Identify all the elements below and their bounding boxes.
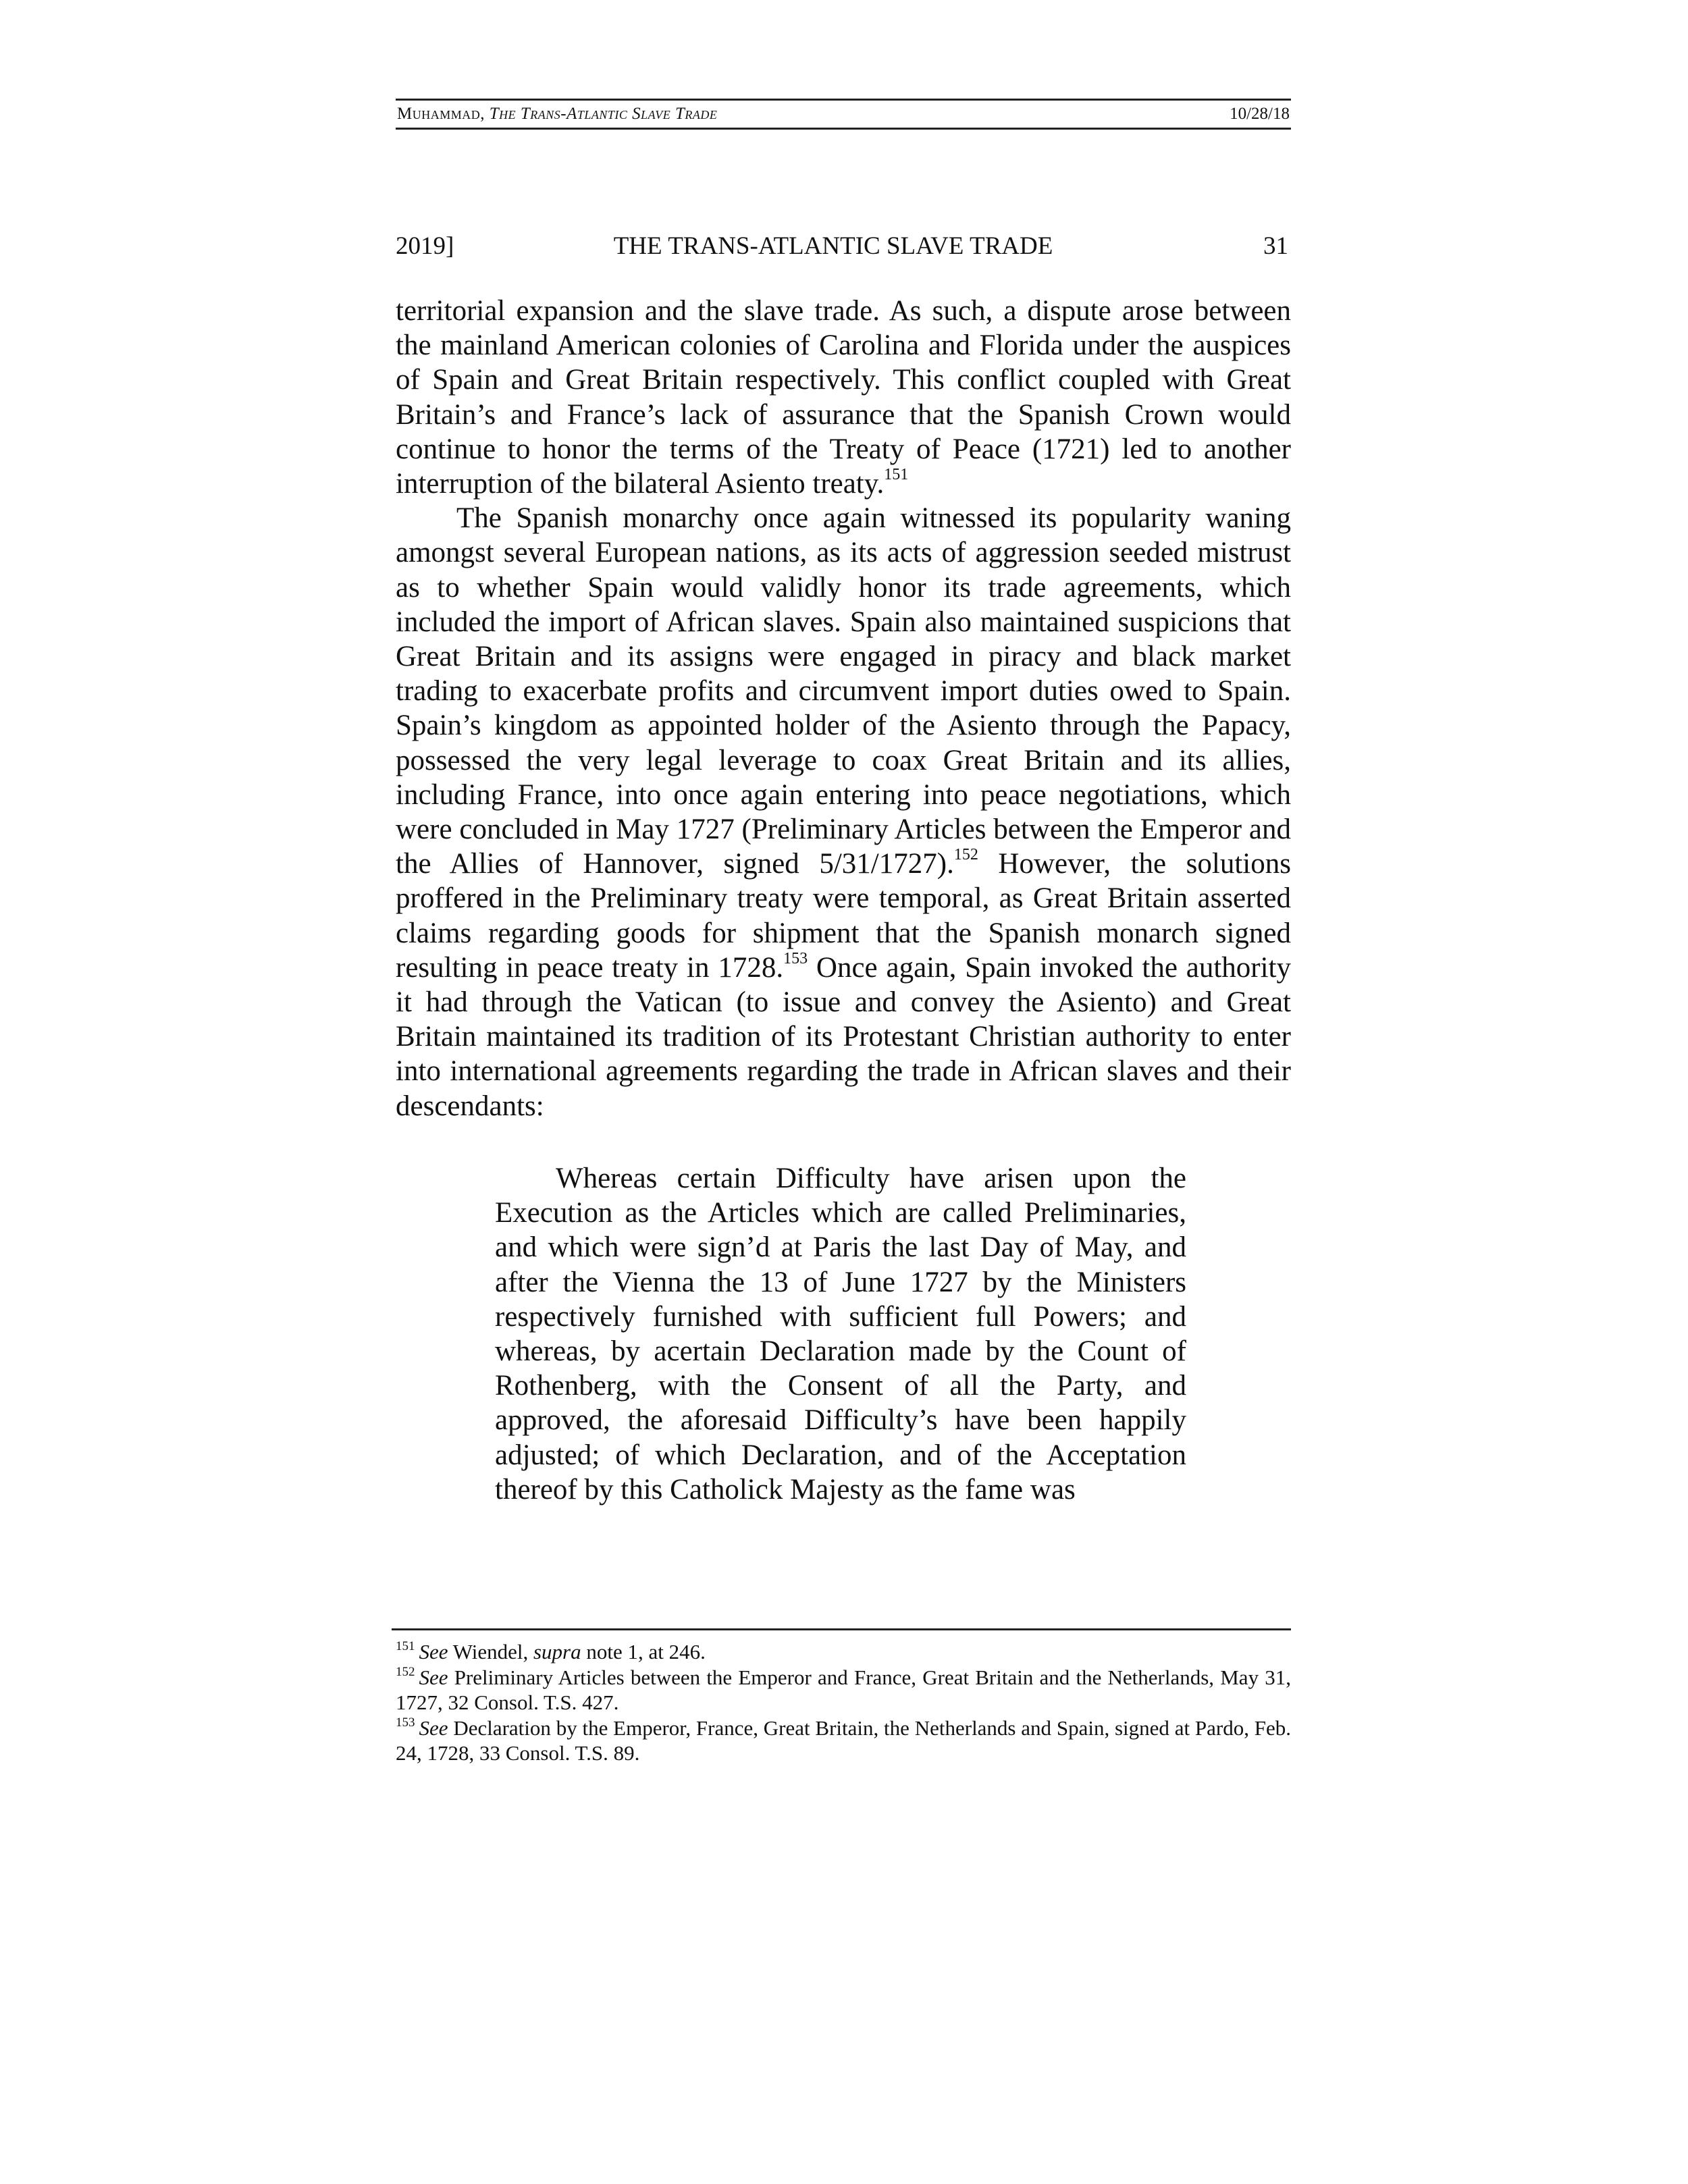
running-header-journal-title: The Trans-Atlantic Slave Trade [489, 105, 718, 123]
footnote-text: Declaration by the Emperor, France, Great Britain, the Netherlands and Spain, signed at Pardo, Feb. 24, 1728, 33 Consol. T.S. 89. [396, 1715, 1291, 1765]
footnote-153 [396, 1715, 1291, 1766]
running-header-date: 10/28/18 [1230, 105, 1290, 123]
footnote-text-end: note 1, at 246. [581, 1640, 706, 1663]
running-header [396, 99, 1291, 130]
footnote-ref-151[interactable]: 151 [884, 466, 909, 484]
page-number: 31 [1263, 232, 1288, 260]
footnote-text: Preliminary Articles between the Emperor and France, Great Britain and the Netherlands, May 31, 1727, 32 Consol. T.S. 427. [396, 1665, 1291, 1714]
running-header-left [397, 101, 717, 128]
footnote-number: 152 [396, 1664, 415, 1679]
footnote-signal: See [419, 1715, 448, 1740]
body-text [396, 294, 1291, 1123]
footnote-number: 153 [396, 1715, 415, 1730]
footnote-151 [396, 1639, 1291, 1665]
running-header-author: Muhammad, [397, 105, 485, 123]
paragraph-2-text-c: Once again, Spain invoked the authority it had through the Vatican (to issue and convey the Asiento) and Great Britain maintained its tradition of its Protestant Christian authority to enter into international agreements regarding the trade in African slaves and their descendants: [396, 951, 1291, 1122]
footnote-152 [396, 1665, 1291, 1715]
footnote-ref-152[interactable]: 152 [953, 846, 978, 864]
block-quote-text: Whereas certain Difficulty have arisen upon the Execution as the Articles which are called Preliminaries, and which were sign’d at Paris the last Day of May, and after the Vienna the 13 of June 1727 by the Ministers respectively furnished with sufficient full Powers; and whereas, by acertain Declaration made by the Count of Rothenberg, with the Consent of all the Party, and approved, the aforesaid Difficulty’s have been happily adjusted; of which Declaration, and of the Acceptation thereof by this Catholick Majesty as the fame was [495, 1163, 1186, 1506]
page-header [396, 230, 1291, 263]
footnote-text: Wiendel, [448, 1640, 533, 1663]
footnote-signal: See [419, 1665, 448, 1689]
footnote-signal: See [419, 1640, 448, 1663]
footnote-italic: supra [533, 1640, 581, 1663]
block-quote [495, 1161, 1186, 1507]
footnote-ref-153[interactable]: 153 [783, 949, 808, 967]
footnote-number: 151 [396, 1639, 415, 1653]
paragraph-2-text-b: However, the solutions proffered in the Preliminary treaty were temporal, as Great Britain asserted claims regarding goods for shipment that the Spanish monarch signed resulting in peace treaty in 1728. [396, 848, 1291, 984]
paragraph-2 [396, 501, 1291, 1123]
page-header-year: 2019] [396, 232, 454, 260]
footnotes [396, 1639, 1291, 1766]
paragraph-1 [396, 294, 1291, 501]
paragraph-1-text: territorial expansion and the slave trade. As such, a dispute arose between the mainland American colonies of Carolina and Florida under the auspices of Spain and Great Britain respectively. This conflict coupled with Great Britain’s and France’s lack of assurance that the Spanish Crown would continue to honor the terms of the Treaty of Peace (1721) led to another interruption of the bilateral Asiento treaty. [396, 295, 1291, 500]
page-header-title: THE TRANS-ATLANTIC SLAVE TRADE [613, 232, 1053, 260]
paragraph-2-text-a: The Spanish monarchy once again witnessed its popularity waning amongst several European nations, as its acts of aggression seeded mistrust as to whether Spain would validly honor its trade agreements, which included the import of African slaves. Spain also maintained suspicions that Great Britain and its assigns were engaged in piracy and black market trading to exacerbate profits and circumvent import duties owed to Spain. Spain’s kingdom as appointed holder of the Asiento through the Papacy, possessed the very legal leverage to coax Great Britain and its allies, including France, into once again entering into peace negotiations, which were concluded in May 1727 (Preliminary Articles between the Emperor and the Allies of Hannover, signed 5/31/1727). [396, 502, 1291, 880]
footnote-divider [392, 1628, 1291, 1630]
